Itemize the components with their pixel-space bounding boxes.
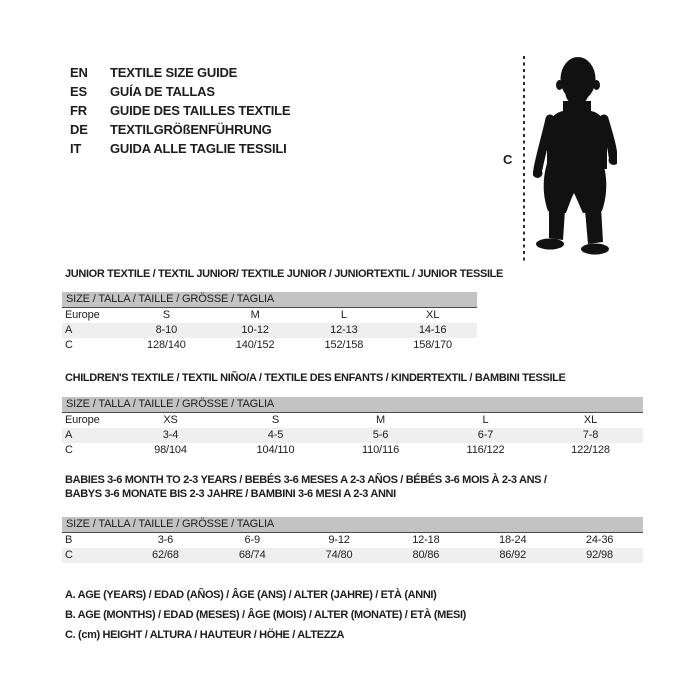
section-title-babies-line2: BABYS 3-6 MONATE BIS 2-3 JAHRE / BAMBINI 3-6 MESI A 2-3 ANNI	[65, 488, 396, 500]
size-cell: 3-4	[118, 428, 223, 443]
height-measure-dashed-line	[523, 56, 525, 264]
size-cell: 140/152	[235, 339, 275, 351]
size-cell: 9-12	[328, 534, 350, 546]
section-title-junior: JUNIOR TEXTILE / TEXTIL JUNIOR/ TEXTILE JUNIOR / JUNIORTEXTIL / JUNIOR TESSILE	[65, 268, 504, 280]
table-header-bar	[62, 517, 643, 533]
language-label: TEXTILE SIZE GUIDE	[110, 65, 238, 80]
row-label-cell: A	[62, 428, 118, 443]
size-cell: L	[340, 309, 347, 321]
size-cell: S	[271, 414, 280, 426]
size-cell: 14-16	[388, 323, 477, 338]
children-size-table	[62, 397, 643, 458]
legend-notes	[65, 585, 466, 645]
size-cell: 98/104	[154, 444, 187, 456]
size-cell: 4-5	[223, 428, 328, 443]
row-label-cell: C	[65, 444, 73, 456]
language-label: GUIDA ALLE TAGLIE TESSILI	[110, 141, 287, 156]
table-row	[62, 443, 643, 458]
size-cell: 80/86	[382, 548, 469, 563]
size-cell: 6-9	[244, 534, 260, 546]
language-code: EN	[70, 65, 88, 80]
language-row-en	[70, 63, 290, 82]
legend-note-a: A. AGE (YEARS) / EDAD (AÑOS) / ÂGE (ANS) / ALTER (JAHRE) / ETÀ (ANNI)	[65, 589, 437, 601]
size-cell: 8-10	[122, 323, 211, 338]
row-label-cell: Europe	[65, 414, 100, 426]
language-row-es	[70, 82, 290, 101]
size-cell: M	[375, 414, 385, 426]
size-cell: 12-13	[300, 323, 389, 338]
measure-label-c: C	[503, 152, 513, 167]
table-row	[62, 413, 643, 429]
size-cell: 86/92	[469, 548, 556, 563]
legend-note-b: B. AGE (MONTHS) / EDAD (MESES) / ÂGE (MOIS) / ALTER (MONATE) / ETÀ (MESI)	[65, 609, 466, 621]
size-cell: 122/128	[571, 444, 610, 456]
size-cell: 12-18	[412, 534, 440, 546]
size-cell: L	[482, 414, 489, 426]
row-label-cell: A	[62, 323, 122, 338]
size-cell: 110/116	[361, 444, 400, 456]
table-header-label: SIZE / TALLA / TAILLE / GRÖSSE / TAGLIA	[62, 517, 643, 533]
size-cell: 6-7	[433, 428, 538, 443]
row-label-cell: C	[62, 548, 122, 563]
size-cell: 3-6	[157, 534, 174, 546]
size-cell: 116/122	[466, 444, 505, 456]
size-cell: S	[162, 309, 170, 321]
language-code: IT	[70, 141, 82, 156]
table-header-label: SIZE / TALLA / TAILLE / GRÖSSE / TAGLIA	[62, 397, 643, 413]
size-cell: 5-6	[328, 428, 433, 443]
language-list	[70, 63, 290, 158]
babies-size-table	[62, 517, 643, 563]
size-cell: 68/74	[209, 548, 296, 563]
size-cell: XL	[583, 414, 598, 426]
size-cell: 7-8	[538, 428, 643, 443]
table-row	[62, 323, 477, 338]
row-label-cell: B	[65, 534, 73, 546]
table-row	[62, 308, 477, 324]
size-cell: 92/98	[556, 548, 643, 563]
toddler-silhouette	[533, 56, 617, 258]
size-cell: 158/170	[413, 339, 452, 351]
size-cell: 74/80	[296, 548, 383, 563]
row-label-cell: Europe	[65, 309, 100, 321]
table-header-bar	[62, 292, 477, 308]
size-cell: M	[250, 309, 260, 321]
junior-size-table	[62, 292, 477, 353]
size-cell: XL	[426, 309, 440, 321]
legend-note-c: C. (cm) HEIGHT / ALTURA / HAUTEUR / HÖHE / ALTEZZA	[65, 629, 345, 641]
section-title-babies	[65, 473, 547, 501]
table-row	[62, 533, 643, 549]
table-row	[62, 428, 643, 443]
section-title-children: CHILDREN'S TEXTILE / TEXTIL NIÑO/A / TEXTILE DES ENFANTS / KINDERTEXTIL / BAMBINI TESSILE	[65, 372, 566, 384]
size-cell: 24-36	[585, 534, 614, 546]
row-label-cell: C	[65, 339, 73, 351]
language-label: TEXTILGRÖßENFÜHRUNG	[110, 122, 272, 137]
size-cell: 10-12	[211, 323, 300, 338]
size-cell: 104/110	[256, 444, 295, 456]
table-header-bar	[62, 397, 643, 413]
table-row	[62, 338, 477, 353]
language-code: FR	[70, 103, 87, 118]
section-title-babies-line1: BABIES 3-6 MONTH TO 2-3 YEARS / BEBÉS 3-6 MESES A 2-3 AÑOS / BÉBÉS 3-6 MOIS À 2-3 ANS /	[65, 474, 547, 486]
table-row	[62, 548, 643, 563]
language-row-it	[70, 139, 290, 158]
language-label: GUÍA DE TALLAS	[110, 84, 215, 99]
size-cell: 18-24	[499, 534, 527, 546]
size-cell: 62/68	[122, 548, 209, 563]
language-label: GUIDE DES TAILLES TEXTILE	[110, 103, 291, 118]
size-cell: 128/140	[147, 339, 186, 351]
language-row-fr	[70, 101, 290, 120]
language-row-de	[70, 120, 290, 139]
size-cell: XS	[163, 414, 178, 426]
table-header-label: SIZE / TALLA / TAILLE / GRÖSSE / TAGLIA	[62, 292, 477, 308]
size-cell: 152/158	[324, 339, 364, 351]
language-code: ES	[70, 84, 87, 99]
language-code: DE	[70, 122, 88, 137]
